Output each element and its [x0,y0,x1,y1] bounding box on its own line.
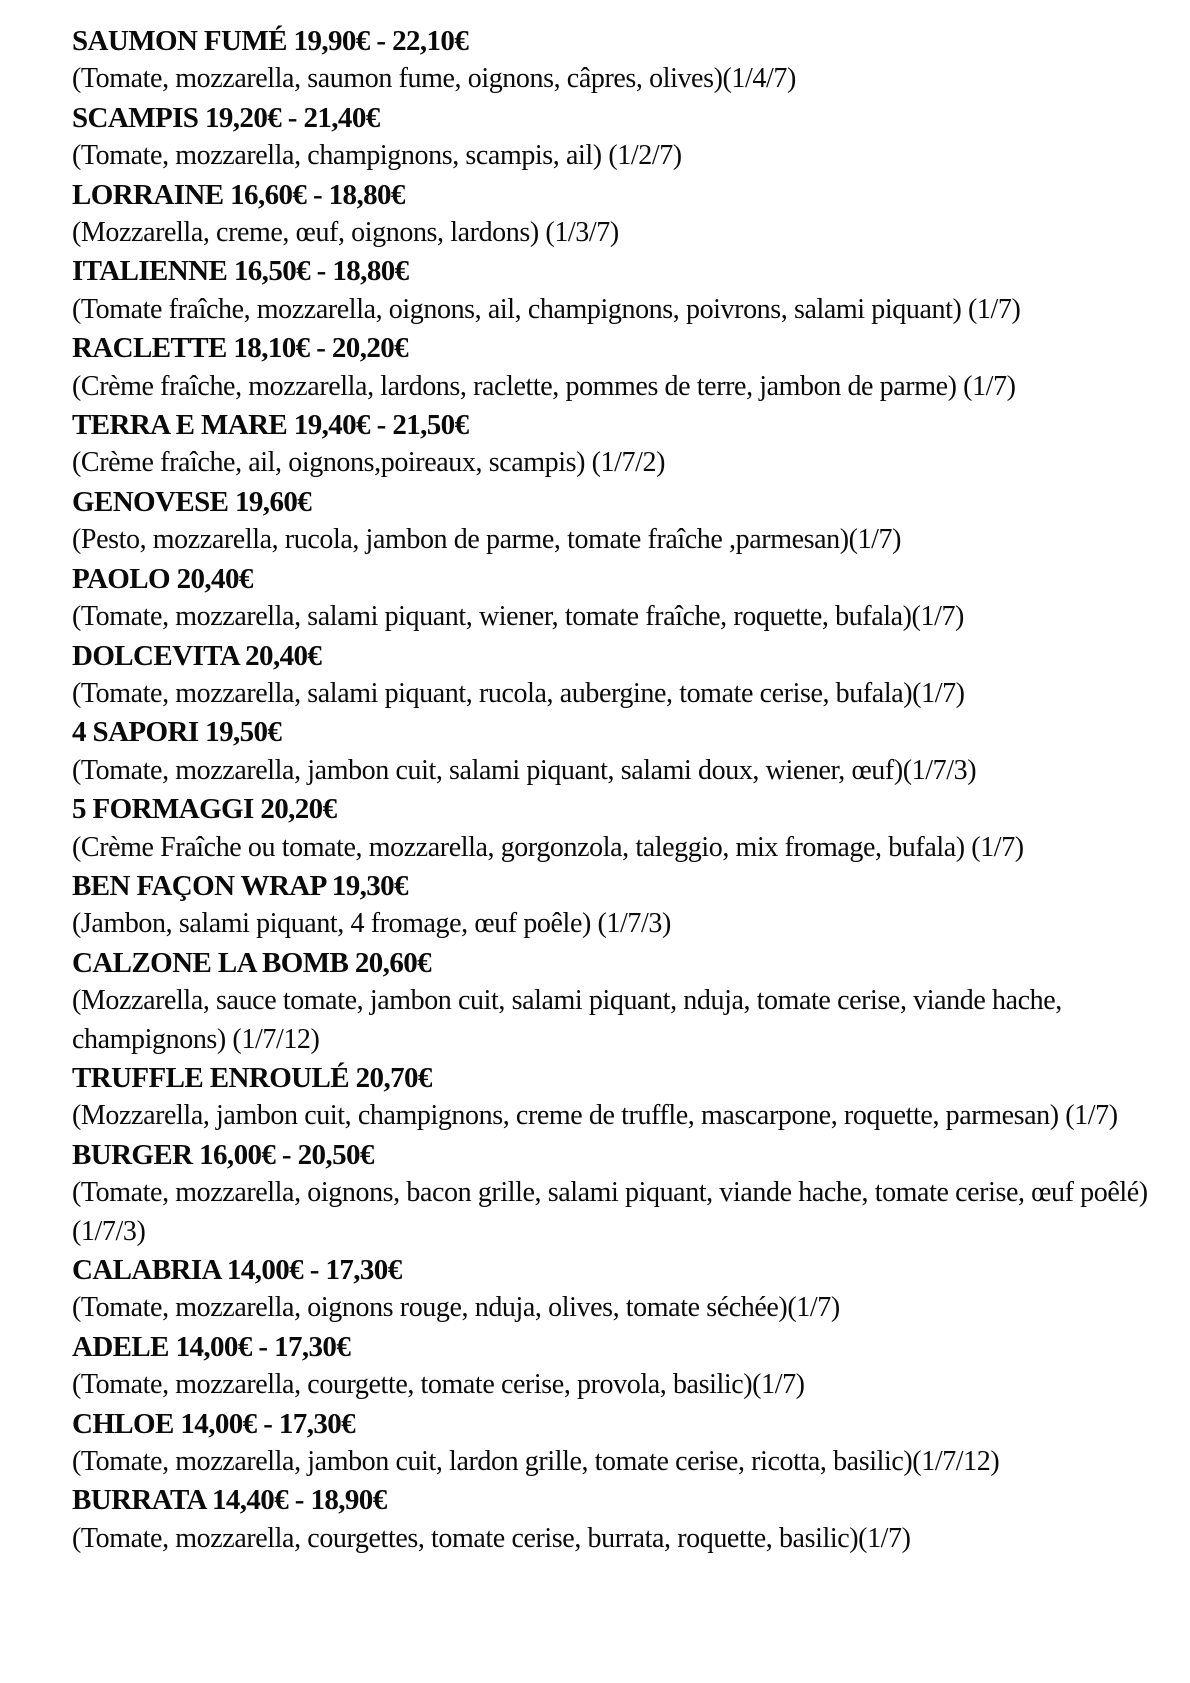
pizza-menu-list [72,22,1172,1558]
item-title: LORRAINE 16,60€ - 18,80€ [72,178,405,211]
menu-item-burger [72,1136,1172,1251]
item-title: SCAMPIS 19,20€ - 21,40€ [72,101,380,134]
item-ingredients: (Crème fraîche, ail, oignons,poireaux, scampis) (1/7/2) [72,447,666,479]
item-ingredients: (Tomate, mozzarella, jambon cuit, lardon grille, tomate cerise, ricotta, basilic)(1/7/12) [72,1446,1000,1478]
item-ingredients: (Tomate, mozzarella, courgette, tomate cerise, provola, basilic)(1/7) [72,1369,805,1401]
item-ingredients: (Mozzarella, creme, œuf, oignons, lardons) (1/3/7) [72,217,619,249]
menu-item-genovese [72,483,1172,560]
item-ingredients: (Tomate, mozzarella, salami piquant, wiener, tomate fraîche, roquette, bufala)(1/7) [72,601,964,633]
item-ingredients: (Tomate, mozzarella, saumon fume, oignons, câpres, olives)(1/4/7) [72,63,796,95]
item-title: CHLOE 14,00€ - 17,30€ [72,1407,356,1440]
item-title: BEN FAÇON WRAP 19,30€ [72,869,408,902]
item-ingredients: (Tomate, mozzarella, courgettes, tomate cerise, burrata, roquette, basilic)(1/7) [72,1522,911,1554]
menu-item-dolcevita [72,637,1172,714]
menu-item-truffle-enroule [72,1059,1172,1136]
item-title: BURRATA 14,40€ - 18,90€ [72,1484,387,1517]
item-ingredients: (Crème Fraîche ou tomate, mozzarella, gorgonzola, taleggio, mix fromage, bufala) (1/7) [72,831,1024,863]
menu-item-paolo [72,560,1172,637]
item-title: TRUFFLE ENROULÉ 20,70€ [72,1061,432,1094]
item-title: DOLCEVITA 20,40€ [72,639,322,672]
menu-item-calabria [72,1251,1172,1328]
item-ingredients: (Tomate, mozzarella, jambon cuit, salami piquant, salami doux, wiener, œuf)(1/7/3) [72,754,977,786]
menu-item-ben-facon-wrap [72,867,1172,944]
menu-item-burrata [72,1481,1172,1558]
item-title: ADELE 14,00€ - 17,30€ [72,1330,351,1363]
item-ingredients: (Tomate fraîche, mozzarella, oignons, ail, champignons, poivrons, salami piquant) (1/7) [72,293,1021,325]
item-title: PAOLO 20,40€ [72,562,253,595]
menu-item-lorraine [72,176,1172,253]
item-title: ITALIENNE 16,50€ - 18,80€ [72,255,409,288]
menu-item-italienne [72,252,1172,329]
item-title: CALZONE LA BOMB 20,60€ [72,946,432,979]
item-ingredients: (Mozzarella, sauce tomate, jambon cuit, salami piquant, nduja, tomate cerise, viande hache, champignons) (1/7/12) [72,985,1062,1055]
menu-item-calzone-la-bomb [72,944,1172,1059]
item-ingredients: (Crème fraîche, mozzarella, lardons, raclette, pommes de terre, jambon de parme) (1/7) [72,370,1016,402]
item-ingredients: (Tomate, mozzarella, oignons rouge, nduja, olives, tomate séchée)(1/7) [72,1292,840,1324]
menu-item-raclette [72,329,1172,406]
item-ingredients: (Tomate, mozzarella, oignons, bacon grille, salami piquant, viande hache, tomate cerise, œuf poêlé) (1/7/3) [72,1177,1148,1247]
menu-item-terra-e-mare [72,406,1172,483]
item-title: GENOVESE 19,60€ [72,485,312,518]
menu-item-adele [72,1328,1172,1405]
menu-item-saumon-fume [72,22,1172,99]
menu-item-4-sapori [72,713,1172,790]
menu-item-5-formaggi [72,790,1172,867]
item-ingredients: (Tomate, mozzarella, salami piquant, rucola, aubergine, tomate cerise, bufala)(1/7) [72,677,965,709]
item-ingredients: (Tomate, mozzarella, champignons, scampis, ail) (1/2/7) [72,140,682,172]
menu-item-chloe [72,1405,1172,1482]
item-title: 4 SAPORI 19,50€ [72,716,282,749]
item-title: SAUMON FUMÉ 19,90€ - 22,10€ [72,25,469,57]
item-ingredients: (Mozzarella, jambon cuit, champignons, creme de truffle, mascarpone, roquette, parmesan) (1/7) [72,1100,1118,1132]
item-title: 5 FORMAGGI 20,20€ [72,793,337,826]
item-title: RACLETTE 18,10€ - 20,20€ [72,332,409,365]
item-title: TERRA E MARE 19,40€ - 21,50€ [72,409,469,442]
item-ingredients: (Pesto, mozzarella, rucola, jambon de parme, tomate fraîche ,parmesan)(1/7) [72,524,902,556]
item-ingredients: (Jambon, salami piquant, 4 fromage, œuf poêle) (1/7/3) [72,908,671,940]
item-title: CALABRIA 14,00€ - 17,30€ [72,1254,402,1286]
menu-item-scampis [72,99,1172,176]
item-title: BURGER 16,00€ - 20,50€ [72,1138,374,1171]
